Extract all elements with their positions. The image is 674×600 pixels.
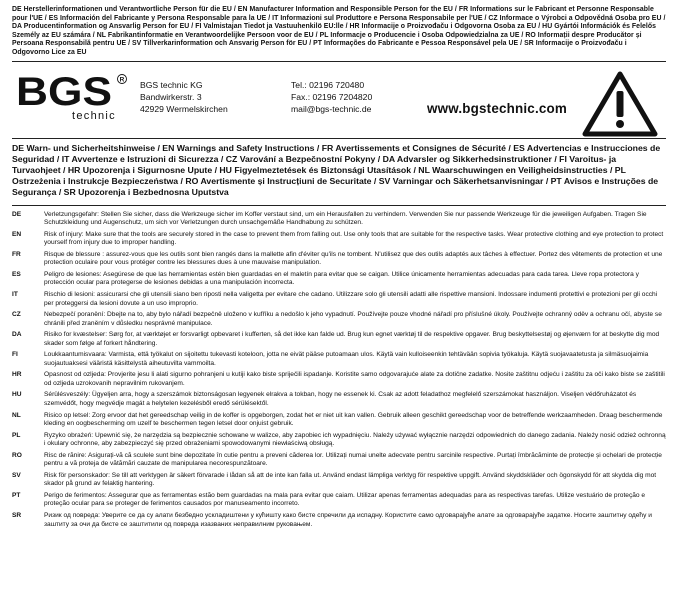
language-code: HR	[12, 371, 22, 379]
company-street: Bandwirkerstr. 3	[140, 91, 202, 102]
language-code: DE	[12, 210, 22, 218]
safety-text: Sérülésveszély: Ügyeljen arra, hogy a szerszámok biztonságosan legyenek elrakva a tokban, hogy ne essenek ki. Csak az adott feladathoz megfelelő szerszámokat használjon. Viseljen védőruházatot és szemvédőt, hogy megvédje magát a helytelen kezelésből eredő sérülésektől.	[44, 391, 637, 407]
logo-wordmark: BGS	[16, 70, 112, 114]
manufacturer-info-heading: DE Herstellerinformationen und Verantwortliche Person für die EU / EN Manufacturer Information and Responsible Person for the EU / FR Informations sur le Fabricant et Personne Responsable pour l'UE / ES Información del Fabricante y Persona Responsable para la UE / IT Informazioni sul Produttore e Persona Responsabile per l'UE / CZ Informace o Výrobci a Odpovědná Osoba pro EU / DA Producentinformation og Ansvarlig Person for EU / FI Valmistajan Tiedot ja Vastuuhenkilö EU:lle / HR Informacije o Proizvođaču i Odgovorna Osoba za EU / HU Gyártói Információk és Felelős Személy az EU számára / NL Fabrikantinformatie en Verantwoordelijke Persoon voor de EU / PL Informacje o Producencie i Osoba Odpowiedzialna za UE / RO Informații despre Producător și Persoana Responsabilă pentru UE / SV Tillverkarinformation och Ansvarig Person för EU / PT Informações do Fabricante e Pessoa Responsável pela UE / SR Informacije o Proizvođaču i Odgovorno Lice za EU	[12, 6, 666, 56]
safety-text: Risc de rănire: Asigurați-vă că sculele sunt bine depozitate în cutie pentru a preveni căderea lor. Utilizați numai unelte adecvate pentru sarcinile respective. Purtați îmbrăcăminte de protecție și ochelari de protecție pentru a vă proteja de vătămări cauzate de manipularea necorespunzătoare.	[44, 451, 662, 468]
logo-subtext: technic	[72, 109, 116, 122]
safety-entry	[12, 412, 666, 429]
safety-text: Ryzyko obrażeń: Upewnić się, że narzędzia są bezpiecznie schowane w walizce, aby zapobiec ich wypadnięciu. Należy używać wyłącznie narzędzi odpowiednich do danego zadania. Należy nosić odzież ochronną i okulary ochronne, aby zabezpieczyć się przed obrażeniami spowodowanymi niewłaściwą obsługą.	[44, 431, 666, 448]
safety-text: Peligro de lesiones: Asegúrese de que las herramientas estén bien guardadas en el maletín para evitar que se caigan. Utilice únicamente herramientas adecuadas para cada tarea. Lleve ropa protectora y protección ocular para protegerse de lesiones debidas a una manipulación incorrecta.	[44, 270, 639, 287]
safety-entry	[12, 291, 666, 308]
divider	[12, 61, 666, 62]
safety-entry	[12, 351, 666, 368]
safety-text: Risico op letsel: Zorg ervoor dat het gereedschap veilig in de koffer is opgeborgen, zodat het er niet uit kan vallen. Gebruik alleen geschikt gereedschap voor de betreffende werkzaamheden. Draag beschermende kleding en oogbescherming om uzelf te beschermen tegen letsel door onjuist gebruik.	[44, 411, 663, 428]
language-code: SR	[12, 511, 22, 519]
company-name: BGS technic KG	[140, 79, 203, 90]
svg-text:R: R	[119, 76, 125, 84]
safety-entry	[12, 231, 666, 248]
company-city: 42929 Wermelskirchen	[140, 104, 228, 115]
safety-entry	[12, 492, 666, 509]
bgs-technic-logo	[14, 71, 132, 123]
language-code: FR	[12, 250, 21, 258]
warning-triangle-icon	[582, 71, 658, 137]
language-code: HU	[12, 391, 22, 399]
safety-entry	[12, 331, 666, 348]
safety-entry	[12, 452, 666, 469]
safety-entry	[12, 512, 666, 529]
safety-text: Ризик од повреда: Уверите се да су алати безбедно ускладиштени у кућишту како бисте спречили да испадну. Користите само одговарајуће алате за одговарајуће задатке. Носите заштитну одећу и заштиту за очи да бисте се заштитили од повреда изазваних неправилним руковањем.	[44, 511, 652, 528]
website-url: www.bgstechnic.com	[427, 100, 568, 116]
language-code: DA	[12, 331, 22, 339]
safety-text: Perigo de ferimentos: Assegurar que as ferramentas estão bem guardadas na mala para evitar que caiam. Utilizar apenas ferramentas adequadas para as respectivas tarefas. Utilize vestuário de proteção e proteção ocular para se proteger de ferimentos causados por manuseamento incorreto.	[44, 491, 646, 508]
safety-entry	[12, 371, 666, 388]
language-code: IT	[12, 290, 18, 298]
language-code: EN	[12, 230, 22, 238]
language-code: CZ	[12, 311, 21, 319]
divider	[12, 205, 666, 206]
language-code: NL	[12, 411, 21, 419]
divider	[12, 138, 666, 139]
safety-entry	[12, 271, 666, 288]
fax-number: Fax.: 02196 7204820	[291, 91, 373, 102]
company-address	[140, 79, 228, 116]
safety-entry	[12, 251, 666, 268]
email-address: mail@bgs-technic.de	[291, 104, 372, 115]
safety-text: Risque de blessure : assurez-vous que les outils sont bien rangés dans la mallette afin d'éviter qu'ils ne tombent. N'utilisez que des outils adaptés aux tâches à effectuer. Portez des vêtements de protection et une protection oculaire pour vous protéger contre les blessures dues à une mauvaise manipulation.	[44, 250, 663, 267]
language-code: ES	[12, 270, 21, 278]
safety-text: Verletzungsgefahr: Stellen Sie sicher, dass die Werkzeuge sicher im Koffer verstaut sind, um ein Herausfallen zu verhindern. Verwenden Sie nur passende Werkzeuge für die jeweiligen Aufgaben. Tragen Sie Schutzkleidung und Augenschutz, um sich vor Verletzungen durch unsachgemäße Handhabung zu schützen.	[44, 210, 647, 227]
safety-text: Rischio di lesioni: assicurarsi che gli utensili siano ben riposti nella valigetta per evitare che cadano. Utilizzare solo gli utensili adatti alle rispettive mansioni. Indossare indumenti protettivi e protezioni per gli occhi per proteggersi da lesioni dovute a un uso improprio.	[44, 290, 658, 307]
safety-entry	[12, 472, 666, 489]
safety-entry	[12, 432, 666, 449]
safety-entry	[12, 391, 666, 408]
language-code: PL	[12, 431, 21, 439]
phone-number: Tel.: 02196 720480	[291, 79, 365, 90]
safety-entries-list	[12, 211, 666, 530]
language-code: FI	[12, 351, 18, 359]
company-contact	[291, 79, 372, 116]
safety-entry	[12, 211, 666, 228]
safety-entry	[12, 311, 666, 328]
safety-text: Nebezpečí poranění: Dbejte na to, aby bylo nářadí bezpečně uloženo v kufříku a nedošlo k jeho vypadnutí. Používejte pouze vhodné nářadí pro příslušné úkoly. Používejte ochranný oděv a ochranu očí, abyste se chránili před zraněním v důsledku nesprávné manipulace.	[44, 311, 662, 327]
safety-text: Risk för personskador: Se till att verktygen är säkert förvarade i lådan så att de inte kan falla ut. Använd endast lämpliga verktyg för respektive uppgift. Använd skyddskläder och ögonskydd för att skydda dig mot skador på grund av felaktig hantering.	[44, 471, 657, 488]
manufacturer-header	[12, 65, 666, 135]
language-code: SV	[12, 471, 21, 479]
safety-instructions-title: DE Warn- und Sicherheitshinweise / EN Warnings and Safety Instructions / FR Avertissements et Consignes de Sécurité / ES Advertencias e Instrucciones de Seguridad / IT Avvertenze e Istruzioni di Sicurezza / CZ Varování a Bezpečnostní Pokyny / DA Advarsler og Sikkerhedsinstruktioner / FI Varoitus- ja Turvaohjeet / HR Upozorenja i Sigurnosne Upute / HU Figyelmeztetések és Biztonsági Utasítások / NL Waarschuwingen en Veiligheidsinstructies / PL Ostrzeżenia i Instrukcje Bezpieczeństwa / RO Avertismente și Instrucțiuni de Securitate / SV Varningar och Säkerhetsanvisningar / PT Avisos e Instruções de Segurança / SR Upozorenja i Bezbednosna Uputstva	[12, 142, 661, 198]
safety-text: Risiko for kvæstelser: Sørg for, at værktøjet er forsvarligt opbevaret i kufferten, så det ikke kan falde ud. Brug kun egnet værktøj til de respektive opgaver. Brug beskyttelsestøj og øjenværn for at beskytte dig mod skader som følge af forkert håndtering.	[44, 331, 660, 347]
safety-text: Risk of injury: Make sure that the tools are securely stored in the case to prevent them from falling out. Use only tools that are suitable for the respective tasks. Wear protective clothing and eye protection to protect yourself from injury due to improper handling.	[44, 230, 664, 247]
language-code: PT	[12, 491, 21, 499]
language-code: RO	[12, 451, 22, 459]
safety-text: Opasnost od ozljeda: Provjerite jesu li alati sigurno pohranjeni u kutiji kako biste spriječili ispadanje. Koristite samo odgovarajuće alate za dotične zadatke. Nosite zaštitnu odjeću i zaštitu za oči kako biste se zaštitili od ozljeda uzrokovanih nepravilnim rukovanjem.	[44, 371, 665, 387]
safety-text: Loukkaantumisvaara: Varmista, että työkalut on sijoitettu tukevasti koteloon, jotta ne eivät pääse putoamaan ulos. Käytä vain kulloiseenkin tehtävään sopivia työkaluja. Käytä suojavaatetusta ja silmäsuojaimia suojautuaksesi vääristä käsittelystä aiheutuvilta vammoilta.	[44, 351, 649, 367]
